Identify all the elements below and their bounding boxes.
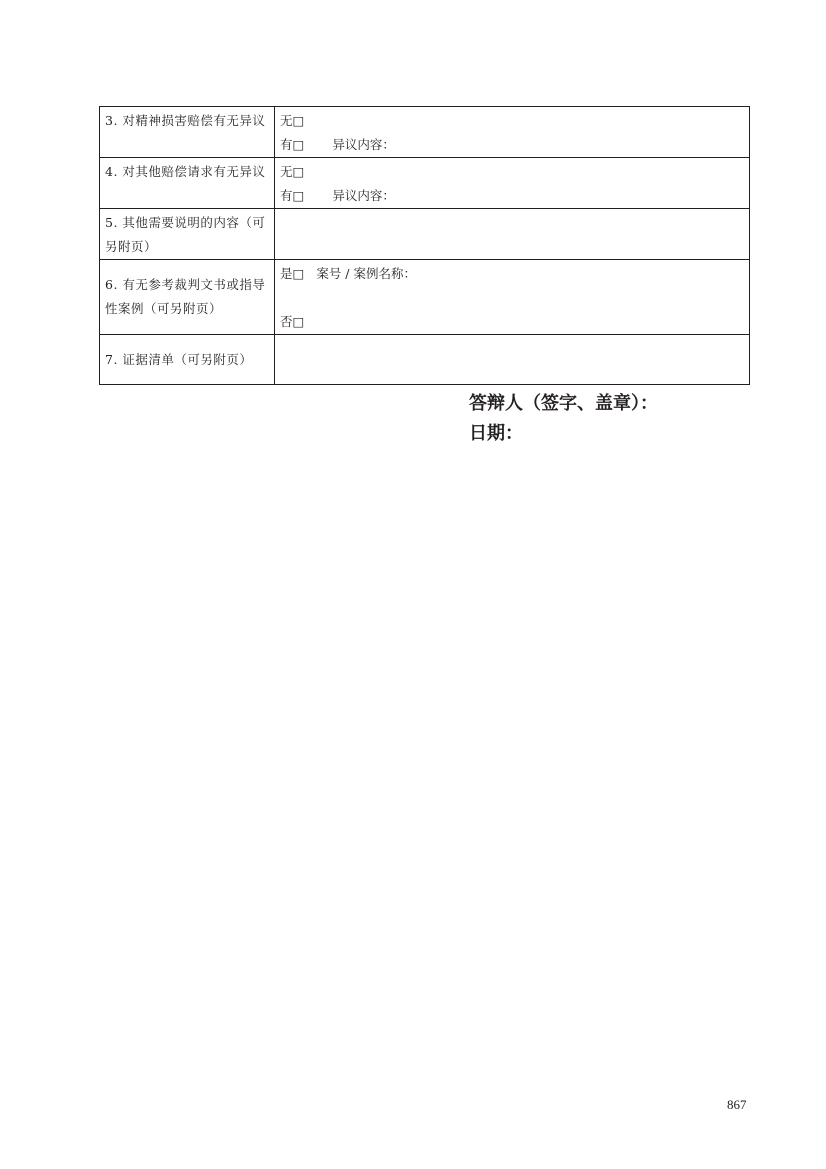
option-no[interactable]: 无□ xyxy=(280,164,305,179)
option-no[interactable]: 否□ xyxy=(280,314,305,329)
option-yes[interactable]: 是□ xyxy=(280,266,305,281)
option-yes[interactable]: 有□ xyxy=(280,188,305,203)
row-value xyxy=(275,107,750,158)
row-label: 5. 其他需要说明的内容（可另附页） xyxy=(100,209,275,260)
other-notes-field[interactable] xyxy=(275,209,750,260)
page-number: 867 xyxy=(727,1097,747,1112)
evidence-list-field[interactable] xyxy=(275,335,750,385)
row-value xyxy=(275,260,750,335)
row-label: 7. 证据清单（可另附页） xyxy=(100,335,275,385)
row-label: 3. 对精神损害赔偿有无异议 xyxy=(100,107,275,158)
row-label: 4. 对其他赔偿请求有无异议 xyxy=(100,158,275,209)
option-yes[interactable]: 有□ xyxy=(280,137,305,152)
row-label: 6. 有无参考裁判文书或指导性案例（可另附页） xyxy=(100,260,275,335)
table-row xyxy=(100,107,750,158)
table-row xyxy=(100,335,750,385)
table-row xyxy=(100,158,750,209)
defense-form-table xyxy=(99,106,750,385)
objection-label: 异议内容： xyxy=(332,137,395,152)
table-row xyxy=(100,260,750,335)
signer-label: 答辩人（签字、盖章）： xyxy=(469,393,658,414)
table-row xyxy=(100,209,750,260)
case-number-label: 案号 / 案例名称： xyxy=(316,266,416,281)
objection-label: 异议内容： xyxy=(332,188,395,203)
option-no[interactable]: 无□ xyxy=(280,113,305,128)
date-label: 日期： xyxy=(469,423,523,444)
signature-block xyxy=(469,389,658,449)
row-value xyxy=(275,158,750,209)
